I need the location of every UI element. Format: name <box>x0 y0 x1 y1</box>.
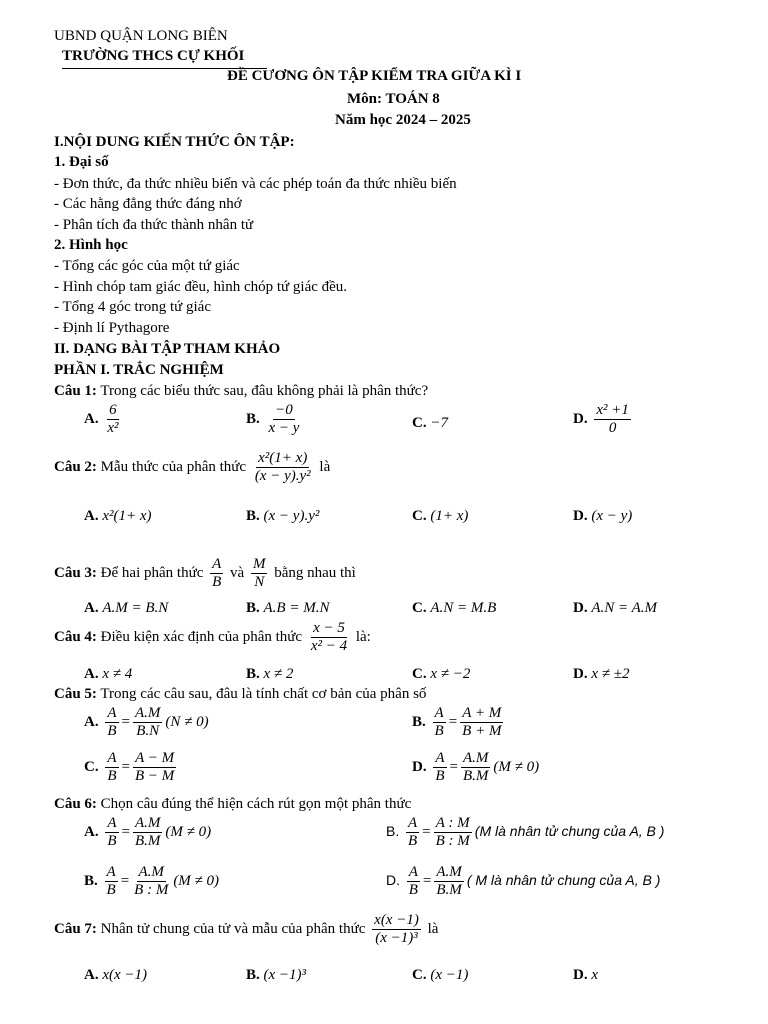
q1-option-b[interactable] <box>246 402 304 437</box>
q2-option-a[interactable] <box>84 507 152 525</box>
option-letter: A. <box>84 713 99 730</box>
q5-option-c[interactable] <box>84 750 179 785</box>
option-value: A.N = M.B <box>430 600 497 616</box>
fraction <box>105 705 118 740</box>
fraction <box>434 815 472 850</box>
q6-option-a[interactable] <box>84 815 211 850</box>
option-value: −7 <box>430 415 448 431</box>
equals-sign: = <box>121 758 130 775</box>
fraction <box>253 450 313 485</box>
equals-sign: = <box>449 758 458 775</box>
q1-option-c[interactable] <box>412 414 448 432</box>
question-6 <box>54 795 411 813</box>
condition: ( M là nhân tử chung của A, B ) <box>466 871 661 888</box>
section1-heading: I.NỘI DUNG KIẾN THỨC ÔN TẬP: <box>54 134 295 150</box>
algebra-item: - Các hằng đẳng thức đáng nhớ <box>54 196 242 212</box>
numerator: A <box>106 864 116 880</box>
numerator: A.M <box>436 864 462 880</box>
geometry-item: - Tổng 4 góc trong tứ giác <box>54 299 211 315</box>
algebra-item: - Đơn thức, đa thức nhiều biến và các phép toán đa thức nhiều biến <box>54 176 457 192</box>
fraction <box>433 750 446 785</box>
equals-sign: = <box>422 823 431 840</box>
denominator: B <box>107 768 117 784</box>
q3-option-d[interactable] <box>573 599 657 617</box>
condition: (M ≠ 0) <box>493 758 540 775</box>
denominator: (x −1)³ <box>375 930 418 946</box>
fraction <box>407 864 420 899</box>
fraction <box>460 705 503 740</box>
option-letter: C. <box>412 666 427 682</box>
fraction <box>105 864 118 899</box>
fraction <box>267 402 302 437</box>
option-letter: B. <box>246 600 260 616</box>
q5-option-a[interactable] <box>84 705 209 740</box>
numerator: 6 <box>109 402 117 418</box>
option-value: (x −1)³ <box>263 967 307 983</box>
option-letter: A. <box>84 666 99 682</box>
question-label: Câu 6: <box>54 796 97 812</box>
equals-sign: = <box>448 713 458 730</box>
geometry-heading: 2. Hình học <box>54 237 128 253</box>
fraction <box>434 864 463 899</box>
option-letter: D. <box>573 410 588 427</box>
condition: (M ≠ 0) <box>173 872 220 889</box>
denominator: B <box>107 723 117 739</box>
geometry-item: - Định lí Pythagore <box>54 320 170 336</box>
numerator: A.M <box>138 864 164 880</box>
question-text: Trong các câu sau, đâu là tính chất cơ bản của phân số <box>100 686 427 702</box>
denominator: B − M <box>134 768 175 784</box>
option-letter: B. <box>386 822 400 839</box>
q6-option-b[interactable] <box>386 815 664 850</box>
q4-option-b[interactable] <box>246 665 293 683</box>
subject-line: Môn: TOÁN 8 <box>347 91 440 107</box>
numerator: A.M <box>462 750 489 766</box>
option-letter: D. <box>412 758 427 775</box>
q2-option-c[interactable] <box>412 507 468 525</box>
numerator: A − M <box>135 750 175 766</box>
equals-sign: = <box>121 713 130 730</box>
district-name: UBND QUẬN LONG BIÊN <box>54 28 228 44</box>
fraction <box>433 705 446 740</box>
option-letter: C. <box>412 508 427 524</box>
fraction <box>133 750 176 785</box>
numerator: A.M <box>134 705 161 721</box>
geometry-item: - Hình chóp tam giác đều, hình chóp tứ giác đều. <box>54 279 348 295</box>
denominator: B : M <box>435 833 470 849</box>
numerator: A + M <box>462 705 502 721</box>
denominator: B.M <box>134 833 161 849</box>
fraction <box>251 556 268 591</box>
denominator: x − y <box>268 420 300 436</box>
q3-option-c[interactable] <box>412 599 496 617</box>
option-value: x ≠ 4 <box>102 666 133 682</box>
option-value: A.M = B.N <box>102 600 169 616</box>
q1-option-a[interactable] <box>84 402 124 437</box>
option-letter: A. <box>84 967 99 983</box>
numerator: x²(1+ x) <box>258 450 308 466</box>
question-text: Mẫu thức của phân thức <box>100 458 247 475</box>
q7-option-b[interactable] <box>246 966 306 984</box>
numerator: x − 5 <box>313 620 345 636</box>
option-letter: C. <box>412 415 427 431</box>
denominator: B <box>434 723 444 739</box>
numerator: A.M <box>134 815 161 831</box>
denominator: B : M <box>134 882 169 898</box>
fraction <box>105 750 118 785</box>
q7-option-d[interactable] <box>573 966 598 984</box>
option-letter: D. <box>386 871 400 888</box>
denominator: B <box>408 882 418 898</box>
option-letter: C. <box>412 967 427 983</box>
fraction <box>133 815 162 850</box>
question-text: Điều kiện xác định của phân thức <box>100 628 303 645</box>
q4-option-d[interactable] <box>573 665 629 683</box>
question-label: Câu 2: <box>54 458 97 475</box>
question-label: Câu 3: <box>54 564 97 581</box>
option-letter: A. <box>84 508 99 524</box>
q2-option-d[interactable] <box>573 507 632 525</box>
option-letter: A. <box>84 823 99 840</box>
option-value: x²(1+ x) <box>102 508 152 524</box>
part1-heading: PHẦN I. TRẮC NGHIỆM <box>54 362 224 378</box>
denominator: x² − 4 <box>310 638 348 654</box>
option-letter: B. <box>246 967 260 983</box>
denominator: 0 <box>608 420 617 436</box>
geometry-item: - Tổng các góc của một tứ giác <box>54 258 240 274</box>
option-letter: D. <box>573 600 588 616</box>
fraction <box>309 620 349 655</box>
option-value: (1+ x) <box>430 508 469 524</box>
numerator: M <box>252 556 266 572</box>
question-suffix: bằng nhau thì <box>274 564 356 581</box>
option-letter: B. <box>246 666 260 682</box>
numerator: A <box>407 815 418 831</box>
denominator: B.M <box>436 882 462 898</box>
option-letter: B. <box>246 410 260 427</box>
option-value: x ≠ −2 <box>430 666 471 682</box>
denominator: B <box>407 833 418 849</box>
fraction <box>133 705 162 740</box>
option-value: (x − y).y² <box>263 508 320 524</box>
option-letter: A. <box>84 600 99 616</box>
question-text: Chọn câu đúng thể hiện cách rút gọn một phân thức <box>100 796 412 812</box>
condition: (M là nhân tử chung của A, B ) <box>474 822 665 839</box>
numerator: −0 <box>275 402 293 418</box>
section2-heading: II. DẠNG BÀI TẬP THAM KHẢO <box>54 341 281 357</box>
fraction <box>132 864 170 899</box>
question-suffix: là: <box>355 628 371 645</box>
q6-option-d[interactable] <box>386 864 660 899</box>
option-letter: A. <box>84 410 99 427</box>
option-letter: D. <box>573 666 588 682</box>
school-year: Năm học 2024 – 2025 <box>335 112 471 128</box>
question-label: Câu 1: <box>54 383 97 399</box>
q7-option-c[interactable] <box>412 966 468 984</box>
numerator: A : M <box>435 815 470 831</box>
algebra-item: - Phân tích đa thức thành nhân tử <box>54 217 254 233</box>
question-7 <box>54 912 438 947</box>
fraction <box>210 556 223 591</box>
option-value: A.B = M.N <box>263 600 330 616</box>
option-value: x <box>591 967 599 983</box>
denominator: x² <box>107 420 119 436</box>
question-suffix: là <box>319 458 331 475</box>
option-letter: B. <box>84 872 98 889</box>
denominator: B <box>106 882 116 898</box>
fraction <box>461 750 490 785</box>
option-letter: B. <box>246 508 260 524</box>
q2-option-b[interactable] <box>246 507 319 525</box>
algebra-heading: 1. Đại số <box>54 154 109 170</box>
denominator: N <box>254 574 265 590</box>
option-value: (x − y) <box>591 508 633 524</box>
q1-option-d[interactable] <box>573 402 634 437</box>
denominator: B + M <box>462 723 502 739</box>
question-2 <box>54 450 330 485</box>
numerator: A <box>107 750 117 766</box>
question-label: Câu 7: <box>54 920 97 937</box>
fraction <box>406 815 419 850</box>
equals-sign: = <box>120 872 130 889</box>
question-1 <box>54 382 428 400</box>
option-letter: C. <box>412 600 427 616</box>
fraction <box>372 912 421 947</box>
school-name: TRƯỜNG THCS CỰ KHỐI <box>62 48 245 64</box>
denominator: B <box>212 574 222 590</box>
equals-sign: = <box>422 872 432 889</box>
option-value: x(x −1) <box>102 967 148 983</box>
denominator: B <box>107 833 117 849</box>
numerator: A <box>435 750 445 766</box>
q6-option-c[interactable] <box>84 864 219 899</box>
numerator: A <box>107 705 117 721</box>
q5-option-b[interactable] <box>412 705 506 740</box>
question-text: Nhân tử chung của tử và mẫu của phân thức <box>100 920 366 937</box>
option-letter: D. <box>573 508 588 524</box>
q3-option-b[interactable] <box>246 599 329 617</box>
question-3 <box>54 556 356 591</box>
denominator: B.M <box>462 768 489 784</box>
option-letter: C. <box>84 758 99 775</box>
question-suffix: là <box>427 920 439 937</box>
question-5 <box>54 685 426 703</box>
question-text: Để hai phân thức <box>100 564 204 581</box>
option-value: (x −1) <box>430 967 469 983</box>
conjunction: và <box>230 564 245 581</box>
numerator: x(x −1) <box>374 912 419 928</box>
numerator: A <box>434 705 444 721</box>
q4-option-a[interactable] <box>84 665 132 683</box>
fraction <box>594 402 631 437</box>
numerator: x² +1 <box>596 402 629 418</box>
question-label: Câu 4: <box>54 628 97 645</box>
denominator: B <box>435 768 445 784</box>
q4-option-c[interactable] <box>412 665 470 683</box>
numerator: A <box>212 556 222 572</box>
option-letter: D. <box>573 967 588 983</box>
q3-option-a[interactable] <box>84 599 168 617</box>
question-text: Trong các biểu thức sau, đâu không phải là phân thức? <box>100 383 429 399</box>
document-title: ĐỀ CƯƠNG ÔN TẬP KIỂM TRA GIỮA KÌ I <box>227 68 522 84</box>
numerator: A <box>107 815 117 831</box>
option-letter: B. <box>412 713 426 730</box>
option-value: A.N = A.M <box>591 600 658 616</box>
denominator: B.N <box>136 723 160 739</box>
denominator: (x − y).y² <box>254 468 311 484</box>
option-value: x ≠ ±2 <box>591 666 630 682</box>
fraction <box>105 815 118 850</box>
numerator: A <box>408 864 418 880</box>
condition: (M ≠ 0) <box>165 823 212 840</box>
fraction <box>105 402 120 437</box>
option-value: x ≠ 2 <box>263 666 294 682</box>
question-label: Câu 5: <box>54 686 97 702</box>
condition: (N ≠ 0) <box>165 713 209 730</box>
question-4 <box>54 620 371 655</box>
q5-option-d[interactable] <box>412 750 539 785</box>
q7-option-a[interactable] <box>84 966 147 984</box>
equals-sign: = <box>121 823 130 840</box>
